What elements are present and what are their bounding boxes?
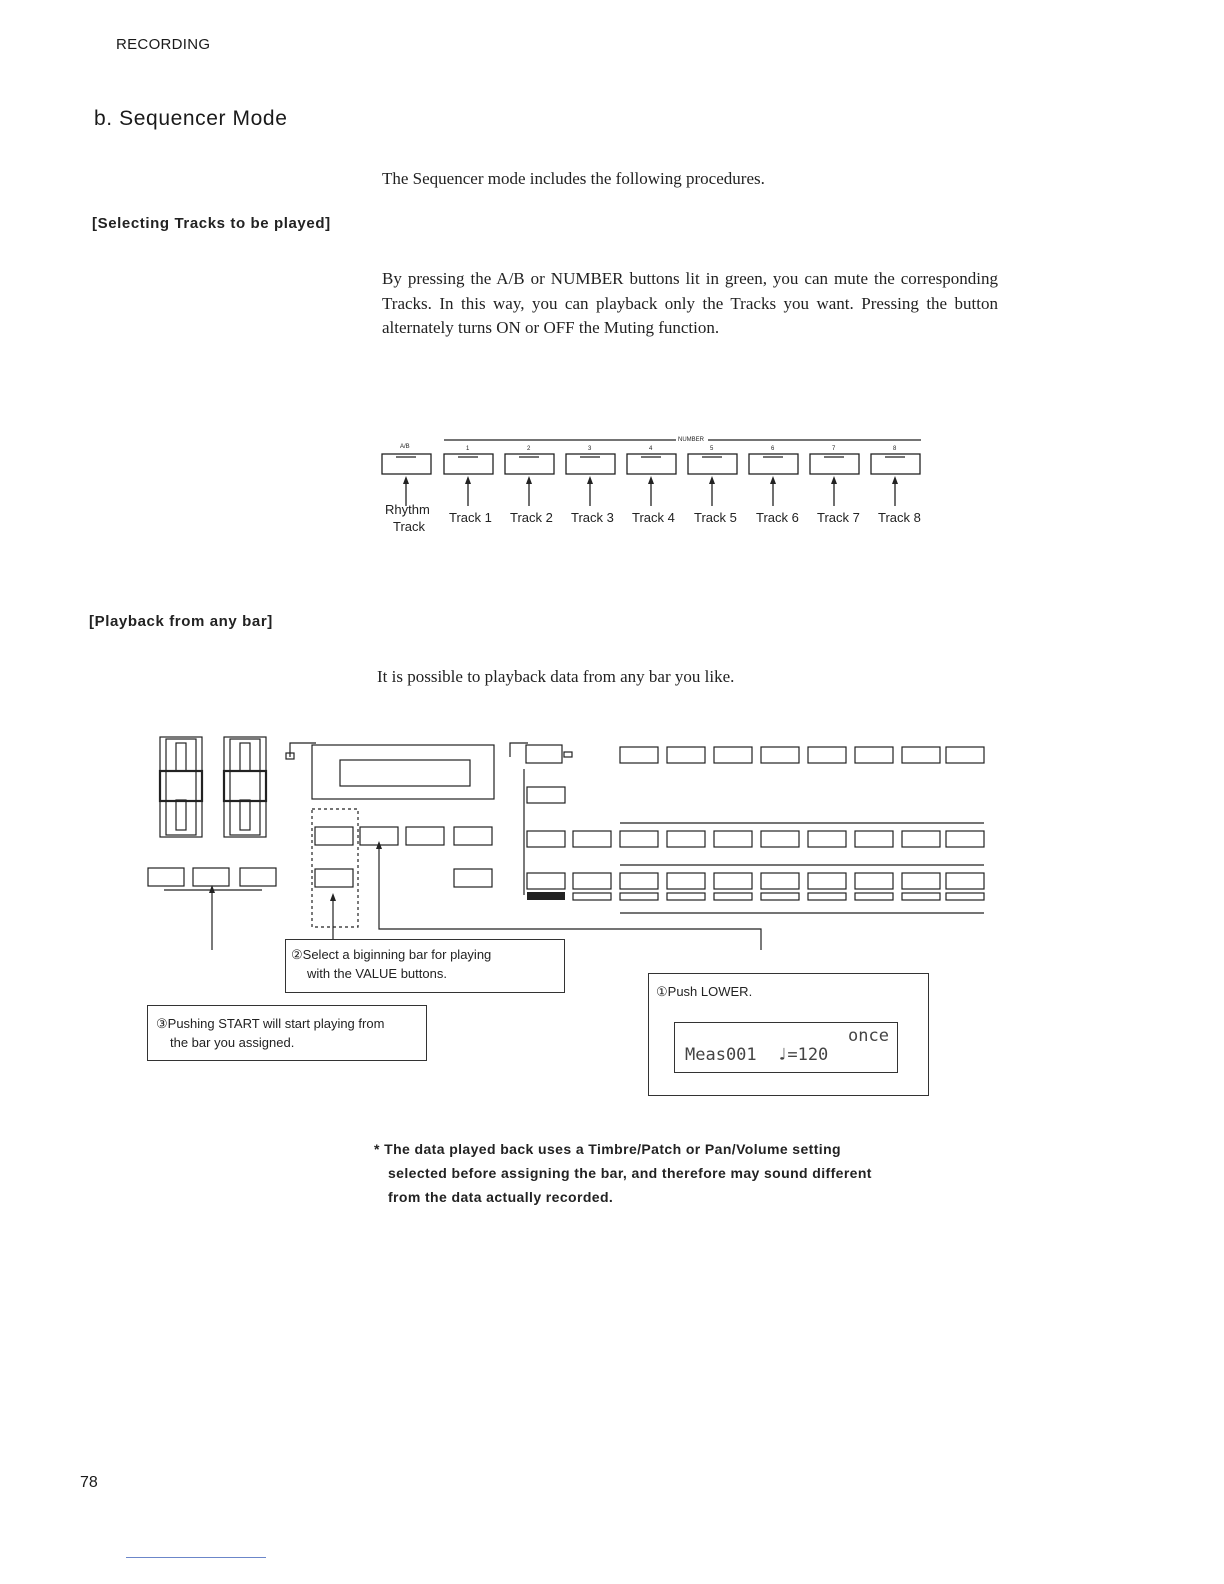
- note-line-1: * The data played back uses a Timbre/Patch or Pan/Volume setting: [374, 1141, 841, 1157]
- rhythm-track-label-1: Rhythm: [385, 502, 430, 517]
- callout-2-line2: with the VALUE buttons.: [307, 966, 447, 981]
- track-label: Track 1: [449, 510, 492, 525]
- track-label: Track 7: [817, 510, 860, 525]
- callout-3-line1: ③Pushing START will start playing from: [156, 1016, 385, 1031]
- lcd-display: [674, 1022, 898, 1073]
- page-number: 78: [80, 1474, 98, 1491]
- num-4: 4: [649, 446, 653, 452]
- track-label: Track 8: [878, 510, 921, 525]
- callout-2-line1: ②Select a biginning bar for playing: [291, 947, 492, 962]
- track-label: Track 3: [571, 510, 614, 525]
- lcd-line-1: once: [848, 1026, 889, 1046]
- num-1: 1: [466, 446, 470, 452]
- callout-3-line2: the bar you assigned.: [170, 1035, 295, 1050]
- callout-push-lower: [648, 973, 929, 1096]
- num-6: 6: [771, 446, 775, 452]
- num-3: 3: [588, 446, 592, 452]
- callout-push-start: [147, 1005, 427, 1061]
- num-2: 2: [527, 446, 531, 452]
- front-panel-diagram: [140, 725, 990, 950]
- callout-select-bar: [285, 939, 565, 993]
- track-label: Track 4: [632, 510, 675, 525]
- subheading-playback: [Playback from any bar]: [89, 613, 273, 630]
- intro-text: The Sequencer mode includes the following procedures.: [382, 169, 765, 188]
- note: [374, 1137, 988, 1209]
- track-label: Track 5: [694, 510, 737, 525]
- track-label: Track 6: [756, 510, 799, 525]
- track-label: Track 2: [510, 510, 553, 525]
- note-line-3: from the data actually recorded.: [388, 1189, 614, 1205]
- section-title: b. Sequencer Mode: [94, 107, 288, 130]
- num-7: 7: [832, 446, 836, 452]
- rhythm-track-label-2: Track: [393, 519, 426, 534]
- track-buttons-diagram: [376, 428, 936, 508]
- note-line-2: selected before assigning the bar, and therefore may sound different: [388, 1165, 872, 1181]
- ab-label: A/B: [400, 444, 410, 450]
- selecting-paragraph: By pressing the A/B or NUMBER buttons lit in green, you can mute the corresponding Tracks. In this way, you can playback only the Tracks you want. Pressing the button alternately turns ON or OFF the Muting function.: [382, 269, 998, 337]
- num-5: 5: [710, 446, 714, 452]
- track-labels: [380, 502, 940, 542]
- playback-paragraph: It is possible to playback data from any bar you like.: [377, 667, 735, 686]
- subheading-selecting-tracks: [Selecting Tracks to be played]: [92, 215, 331, 232]
- num-8: 8: [893, 446, 897, 452]
- number-label: NUMBER: [678, 437, 705, 443]
- footer-rule: [126, 1557, 266, 1558]
- callout-1-text: ①Push LOWER.: [656, 984, 753, 999]
- running-header: RECORDING: [116, 36, 211, 53]
- lcd-line-2: Meas001 ♩=120: [685, 1045, 829, 1065]
